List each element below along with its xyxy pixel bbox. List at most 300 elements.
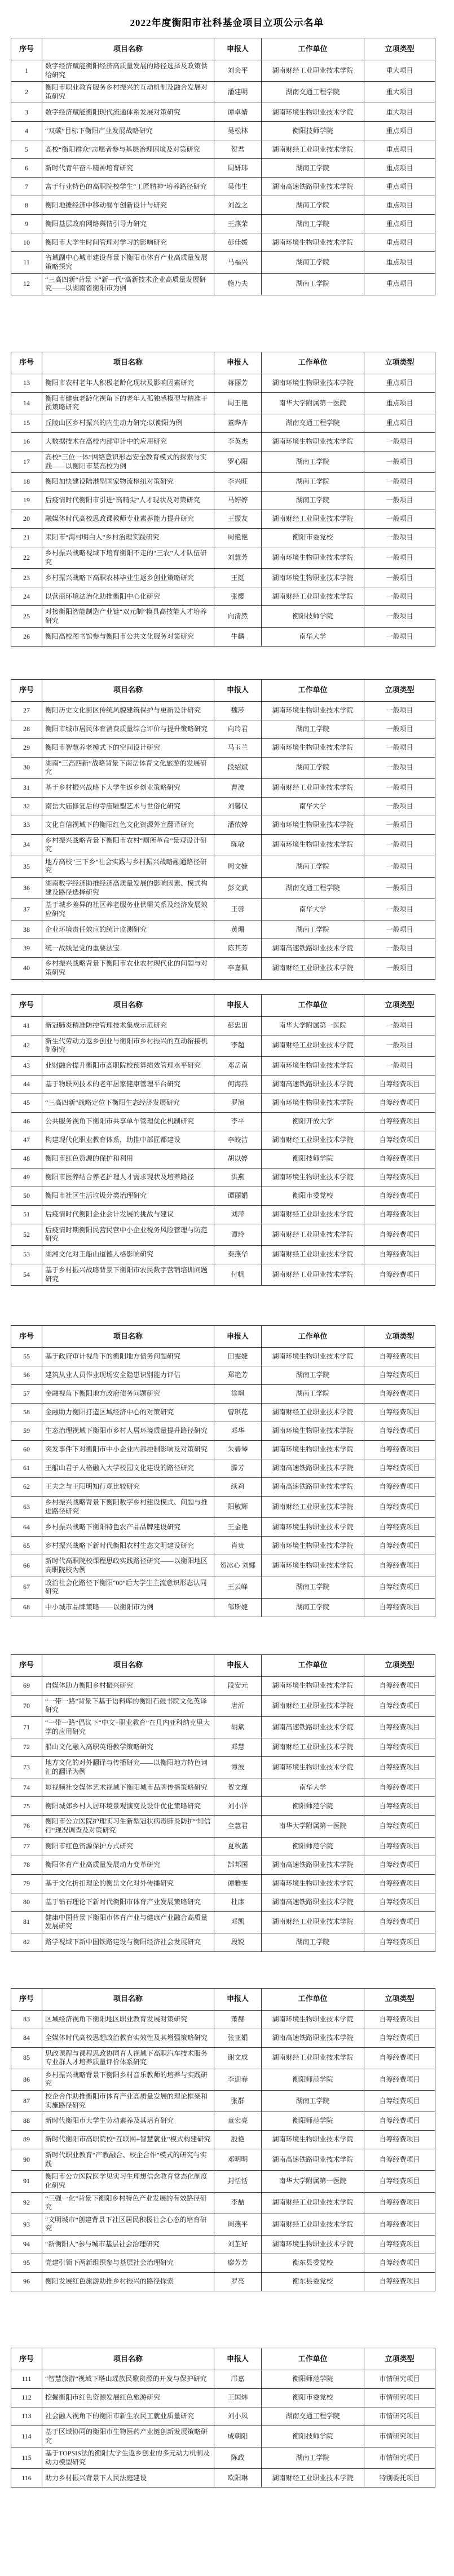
work-unit-cell: 湖南工学院 <box>262 252 364 273</box>
row-number-cell: 17 <box>11 451 42 472</box>
table-row <box>11 1422 435 1441</box>
work-unit-cell: 湖南财经工业职业技术学院 <box>262 1404 364 1422</box>
table-row <box>11 1757 435 1778</box>
project-type-cell: 自筹经费项目 <box>364 1518 435 1537</box>
table-row <box>11 1168 435 1187</box>
applicant-cell: 邓明明 <box>214 2149 262 2171</box>
work-unit-cell: 湖南环境生物职业技术学院 <box>262 1441 364 1459</box>
project-name-cell: 数字经济赋能衡阳经济高质量发展的路径选择及政策供给研究 <box>42 60 214 82</box>
row-number-cell: 113 <box>11 2407 42 2426</box>
row-number-cell: 62 <box>11 1478 42 1497</box>
column-header: 申报人 <box>214 679 262 701</box>
table-row <box>11 1598 435 1617</box>
work-unit-cell: 湖南财经工业职业技术学院 <box>262 2469 364 2488</box>
project-type-cell: 自筹经费项目 <box>364 1264 435 1286</box>
column-header: 申报人 <box>214 994 262 1016</box>
project-type-cell: 自筹经费项目 <box>364 1131 435 1149</box>
column-header: 立项类型 <box>364 38 435 60</box>
applicant-cell: 欧阳琳 <box>214 2469 262 2488</box>
header-row <box>11 38 435 60</box>
applicant-cell: 陈其芳 <box>214 939 262 958</box>
column-header: 项目名称 <box>42 352 214 374</box>
column-header: 申报人 <box>214 2348 262 2370</box>
row-number-cell: 92 <box>11 2192 42 2214</box>
project-type-cell: 重点项目 <box>364 140 435 159</box>
project-name-cell: 党建引领下两新组织参与基层社会治理研究 <box>42 2254 214 2273</box>
work-unit-cell: 湖南财经工业职业技术学院 <box>262 510 364 529</box>
table-row <box>11 1056 435 1075</box>
table-row <box>11 432 435 451</box>
work-unit-cell: 衡阳市委党校 <box>262 529 364 547</box>
project-type-cell: 一般项目 <box>364 797 435 816</box>
table-row <box>11 1404 435 1422</box>
applicant-cell: 黄珊 <box>214 920 262 939</box>
work-unit-cell: 湖南工学院 <box>262 720 364 738</box>
project-name-cell: 乡村振兴战略背景下衡阳数字乡村建设模式、问题与推进路径研究 <box>42 1497 214 1518</box>
row-number-cell: 59 <box>11 1422 42 1441</box>
applicant-cell: 谭丽娟 <box>214 1187 262 1205</box>
applicant-cell: 潘建明 <box>214 82 262 103</box>
table-row <box>11 1778 435 1797</box>
project-name-cell: 衡阳高校图书馆参与衡阳市公共文化服务对策研究 <box>42 627 214 646</box>
row-number-cell: 53 <box>11 1246 42 1264</box>
row-number-cell: 52 <box>11 1224 42 1245</box>
table-row <box>11 510 435 529</box>
project-type-cell: 市情研究项目 <box>364 2447 435 2469</box>
work-unit-cell: 湖南财经工业职业技术学院 <box>262 1224 364 1245</box>
row-number-cell: 15 <box>11 414 42 432</box>
row-number-cell: 61 <box>11 1459 42 1478</box>
project-name-cell: 助力乡村振兴背景下人民法庭建设 <box>42 2469 214 2488</box>
project-type-cell: 自筹经费项目 <box>364 2131 435 2149</box>
project-type-cell: 自筹经费项目 <box>364 1577 435 1598</box>
row-number-cell: 28 <box>11 720 42 738</box>
row-number-cell: 19 <box>11 492 42 510</box>
row-number-cell: 23 <box>11 569 42 587</box>
applicant-cell: 王振友 <box>214 510 262 529</box>
row-number-cell: 70 <box>11 1695 42 1716</box>
project-type-cell: 一般项目 <box>364 856 435 877</box>
applicant-cell: 陈政 <box>214 2447 262 2469</box>
work-unit-cell: 湖南财经工业职业技术学院 <box>262 140 364 159</box>
applicant-cell: 吴松林 <box>214 122 262 140</box>
row-number-cell: 68 <box>11 1598 42 1617</box>
work-unit-cell: 湖南工学院 <box>262 196 364 215</box>
project-type-cell: 自筹经费项目 <box>364 1537 435 1555</box>
project-type-cell: 自筹经费项目 <box>364 1246 435 1264</box>
work-unit-cell: 湖南环境生物职业技术学院 <box>262 547 364 569</box>
table-row <box>11 606 435 627</box>
applicant-cell: 全慧君 <box>214 1816 262 1837</box>
table-row <box>11 1856 435 1874</box>
table-row <box>11 587 435 606</box>
project-type-cell: 一般项目 <box>364 1056 435 1075</box>
work-unit-cell: 湖南交通工程学院 <box>262 414 364 432</box>
work-unit-cell: 湖南工学院 <box>262 2447 364 2469</box>
applicant-cell: 潘依婷 <box>214 816 262 834</box>
row-number-cell: 48 <box>11 1149 42 1168</box>
applicant-cell: 段安元 <box>214 1676 262 1695</box>
row-number-cell: 81 <box>11 1911 42 1933</box>
work-unit-cell: 湖南财经工业职业技术学院 <box>262 1738 364 1757</box>
table-row <box>11 1264 435 1286</box>
project-type-cell: 一般项目 <box>364 720 435 738</box>
table-row <box>11 1933 435 1951</box>
project-type-cell: 重点项目 <box>364 392 435 414</box>
applicant-cell: 贺冰心 刘娜 <box>214 1555 262 1577</box>
work-unit-cell: 湖南交通工程学院 <box>262 82 364 103</box>
row-number-cell: 39 <box>11 939 42 958</box>
project-type-cell: 一般项目 <box>364 1016 435 1035</box>
work-unit-cell: 衡阳师范学院 <box>262 2112 364 2131</box>
row-number-cell: 87 <box>11 2091 42 2112</box>
table-row <box>11 2447 435 2469</box>
project-name-cell: 乡村振兴战略背景下衡阳市农业农村现代化的问题与对策研究 <box>42 958 214 979</box>
row-number-cell: 24 <box>11 587 42 606</box>
project-type-cell: 自筹经费项目 <box>364 1205 435 1224</box>
header-row <box>11 994 435 1016</box>
project-type-cell: 自筹经费项目 <box>364 2029 435 2047</box>
project-name-cell: 基于文化折扣理论的衡岳文化对外传播研究 <box>42 1874 214 1893</box>
column-header: 立项类型 <box>364 1654 435 1676</box>
header-row <box>11 1988 435 2010</box>
project-name-cell: 衡阳城郊乡村人居环境景观演变及设计优化策略研究 <box>42 1797 214 1816</box>
work-unit-cell: 湖南财经工业职业技术学院 <box>262 1035 364 1056</box>
row-number-cell: 86 <box>11 2069 42 2090</box>
table-row <box>11 492 435 510</box>
column-header: 工作单位 <box>262 1654 364 1676</box>
project-name-cell: 基于城乡差异的社区养老服务业供需关系及经济发展效应研究 <box>42 899 214 920</box>
row-number-cell: 7 <box>11 178 42 196</box>
project-name-cell: 全媒体时代高校思想政治教育实效性及其增强策略研究 <box>42 2029 214 2047</box>
column-header: 项目名称 <box>42 1988 214 2010</box>
row-number-cell: 36 <box>11 878 42 899</box>
project-name-cell: 融媒体时代高校思政课教师专业素养能力提升研究 <box>42 510 214 529</box>
project-type-cell: 一般项目 <box>364 547 435 569</box>
row-number-cell: 31 <box>11 778 42 797</box>
project-type-cell: 一般项目 <box>364 587 435 606</box>
work-unit-cell: 湖南工学院 <box>262 1933 364 1951</box>
project-name-cell: 路学视域下新中国铁路建设与衡阳经济社会发展研究 <box>42 1933 214 1951</box>
project-type-cell: 一般项目 <box>364 701 435 720</box>
project-type-cell: 一般项目 <box>364 451 435 472</box>
project-type-cell: 一般项目 <box>364 569 435 587</box>
applicant-cell: 李迎春 <box>214 2069 262 2090</box>
applicant-cell: 田雯婕 <box>214 1348 262 1366</box>
table-row <box>11 2029 435 2047</box>
applicant-cell: 马玉兰 <box>214 738 262 757</box>
project-name-cell: 新时代青年奋斗精神培育研究 <box>42 159 214 178</box>
row-number-cell: 12 <box>11 273 42 295</box>
applicant-cell: 向玲君 <box>214 720 262 738</box>
project-name-cell: 耒阳市“湾村明白人”乡村治理实践研究 <box>42 529 214 547</box>
project-name-cell: 衡阳市医养结合养老护理人才需求现状及培养路径 <box>42 1168 214 1187</box>
row-number-cell: 38 <box>11 920 42 939</box>
work-unit-cell: 湖南环境生物职业技术学院 <box>262 1348 364 1366</box>
work-unit-cell: 湖南工学院 <box>262 1385 364 1404</box>
table-row <box>11 1348 435 1366</box>
table-row <box>11 2149 435 2171</box>
table-row <box>11 1366 435 1385</box>
work-unit-cell: 湖南环境生物职业技术学院 <box>262 1874 364 1893</box>
project-name-cell: 湖南“三高四新”战略背景下南岳体育文化旅游的发展研究 <box>42 757 214 778</box>
work-unit-cell: 湖南财经工业职业技术学院 <box>262 1131 364 1149</box>
table-row <box>11 414 435 432</box>
project-type-cell: 自筹经费项目 <box>364 2214 435 2235</box>
project-type-cell: 自筹经费项目 <box>364 1676 435 1695</box>
applicant-cell: 段锐 <box>214 1933 262 1951</box>
column-header: 立项类型 <box>364 1988 435 2010</box>
project-name-cell: “新衡阳人”参与城市基层社会治理研究 <box>42 2236 214 2254</box>
project-name-cell: 衡阳市红色资源的保护和利用 <box>42 1149 214 1168</box>
applicant-cell: 滕芳 <box>214 1459 262 1478</box>
table-row <box>11 1797 435 1816</box>
projects-table <box>11 994 435 1286</box>
work-unit-cell: 衡阳师范学院 <box>262 2370 364 2389</box>
table-row <box>11 2426 435 2447</box>
project-type-cell: 一般项目 <box>364 958 435 979</box>
applicant-cell: 谭波 <box>214 1757 262 1778</box>
table-row <box>11 1441 435 1459</box>
project-type-cell: 重点项目 <box>364 215 435 233</box>
table-row <box>11 738 435 757</box>
row-number-cell: 71 <box>11 1716 42 1738</box>
row-number-cell: 64 <box>11 1518 42 1537</box>
project-name-cell: 企业环境责任效应的统计监测研究 <box>42 920 214 939</box>
applicant-cell: 贺君 <box>214 140 262 159</box>
work-unit-cell: 湖南高速铁路职业技术学院 <box>262 939 364 958</box>
table-row <box>11 1075 435 1094</box>
row-number-cell: 69 <box>11 1676 42 1695</box>
project-name-cell: 乡村振兴战略下高职农林毕业生返乡创业策略研究 <box>42 569 214 587</box>
work-unit-cell: 湖南环境生物职业技术学院 <box>262 1676 364 1695</box>
projects-table <box>11 1654 435 1952</box>
work-unit-cell: 湖南高速铁路职业技术学院 <box>262 1856 364 1874</box>
project-name-cell: 衡阳市农村老年人积极老龄化现状及影响因素研究 <box>42 374 214 392</box>
column-header: 申报人 <box>214 352 262 374</box>
column-header: 项目名称 <box>42 1654 214 1676</box>
project-name-cell: 后疫情时代衡阳企业会计发展的挑战与建议 <box>42 1205 214 1224</box>
applicant-cell: 董晔卉 <box>214 414 262 432</box>
row-number-cell: 56 <box>11 1366 42 1385</box>
row-number-cell: 8 <box>11 196 42 215</box>
project-name-cell: 数字经济赋能衡阳现代流通体系发展对策研究 <box>42 103 214 122</box>
project-type-cell: 自筹经费项目 <box>364 1366 435 1385</box>
project-name-cell: 挖掘衡阳市红色资源发展红色旅游研究 <box>42 2389 214 2407</box>
table-row <box>11 2091 435 2112</box>
row-number-cell: 41 <box>11 1016 42 1035</box>
table-row <box>11 1246 435 1264</box>
table-row <box>11 1016 435 1035</box>
project-name-cell: 中小城市品牌策略——以衡阳市为例 <box>42 1598 214 1617</box>
table-row <box>11 451 435 472</box>
work-unit-cell: 南华大学 <box>262 1778 364 1797</box>
work-unit-cell: 湖南财经工业职业技术学院 <box>262 587 364 606</box>
work-unit-cell: 湖南财经工业职业技术学院 <box>262 2192 364 2214</box>
table-row <box>11 958 435 979</box>
table-row <box>11 569 435 587</box>
row-number-cell: 34 <box>11 834 42 856</box>
work-unit-cell: 湖南环境生物职业技术学院 <box>262 233 364 252</box>
table-row <box>11 1555 435 1577</box>
project-type-cell: 自筹经费项目 <box>364 1757 435 1778</box>
project-name-cell: 乡村振兴战略下衡阳特色农产品品牌建设研究 <box>42 1518 214 1537</box>
project-name-cell: 衡阳加快建设陆港型国家物流枢纽对策研究 <box>42 473 214 492</box>
work-unit-cell: 湖南环境生物职业技术学院 <box>262 1555 364 1577</box>
applicant-cell: 萧赫 <box>214 2010 262 2029</box>
column-header: 立项类型 <box>364 2348 435 2370</box>
applicant-cell: 张群 <box>214 2091 262 2112</box>
table-row <box>11 1537 435 1555</box>
work-unit-cell: 湖南工学院 <box>262 215 364 233</box>
work-unit-cell: 湖南工学院 <box>262 159 364 178</box>
row-number-cell: 45 <box>11 1094 42 1112</box>
applicant-cell: 谭卓婧 <box>214 103 262 122</box>
applicant-cell: 段绍斌 <box>214 757 262 778</box>
row-number-cell: 77 <box>11 1837 42 1856</box>
work-unit-cell: 湖南环境生物职业技术学院 <box>262 1056 364 1075</box>
applicant-cell: 唐沂 <box>214 1695 262 1716</box>
table-row <box>11 701 435 720</box>
applicant-cell: 王燕荣 <box>214 215 262 233</box>
work-unit-cell: 湖南高速铁路职业技术学院 <box>262 1893 364 1911</box>
table-row <box>11 374 435 392</box>
applicant-cell: 谢文成 <box>214 2047 262 2069</box>
column-header: 工作单位 <box>262 2348 364 2370</box>
project-type-cell: 重大项目 <box>364 82 435 103</box>
applicant-cell: 李皎洁 <box>214 1131 262 1149</box>
work-unit-cell: 湖南环境生物职业技术学院 <box>262 1757 364 1778</box>
row-number-cell: 112 <box>11 2389 42 2407</box>
applicant-cell: 肖贵 <box>214 1537 262 1555</box>
project-name-cell: “双碳”目标下衡阳产业发展战略研究 <box>42 122 214 140</box>
column-header: 项目名称 <box>42 2348 214 2370</box>
row-number-cell: 94 <box>11 2236 42 2254</box>
row-number-cell: 26 <box>11 627 42 646</box>
table-row <box>11 2047 435 2069</box>
project-name-cell: 金融视角下衡阳地方政府债务问题研究 <box>42 1385 214 1404</box>
project-type-cell: 自筹经费项目 <box>364 1168 435 1187</box>
work-unit-cell: 湖南高速铁路职业技术学院 <box>262 178 364 196</box>
work-unit-cell: 湖南环境生物职业技术学院 <box>262 103 364 122</box>
project-name-cell: 政治社会化路径下衡阳“00”后大学生主流意识形态认同研究 <box>42 1577 214 1598</box>
table-row <box>11 1837 435 1856</box>
project-name-cell: 衡阳市公立医院护理实习生新型冠状病毒肺炎防护“知信行”现况调查及对策研究 <box>42 1816 214 1837</box>
work-unit-cell: 湖南环境生物职业技术学院 <box>262 1518 364 1537</box>
work-unit-cell: 衡阳技师学院 <box>262 2426 364 2447</box>
project-type-cell: 自筹经费项目 <box>364 2069 435 2090</box>
project-type-cell: 一般项目 <box>364 778 435 797</box>
project-name-cell: 新时代衡阳市高职院校“互联网+智慧就业”模式构建研究 <box>42 2131 214 2149</box>
table-row <box>11 2192 435 2214</box>
column-header: 项目名称 <box>42 38 214 60</box>
table-row <box>11 1816 435 1837</box>
applicant-cell: 刘会平 <box>214 60 262 82</box>
row-number-cell: 72 <box>11 1738 42 1757</box>
row-number-cell: 30 <box>11 757 42 778</box>
table-row <box>11 60 435 82</box>
row-number-cell: 5 <box>11 140 42 159</box>
column-header: 序号 <box>11 2348 42 2370</box>
row-number-cell: 43 <box>11 1056 42 1075</box>
work-unit-cell: 衡阳师范学院 <box>262 1837 364 1856</box>
row-number-cell: 29 <box>11 738 42 757</box>
applicant-cell: 张樱 <box>214 587 262 606</box>
row-number-cell: 6 <box>11 159 42 178</box>
project-type-cell: 一般项目 <box>364 738 435 757</box>
table-row <box>11 233 435 252</box>
table-row <box>11 878 435 899</box>
work-unit-cell: 衡阳师范学院 <box>262 1797 364 1816</box>
project-name-cell: 船山文化融入高职英语教学策略研究 <box>42 1738 214 1757</box>
table-row <box>11 1478 435 1497</box>
project-name-cell: “智慧旅游”视域下塔山瑶族民歌资源的开发与保护研究 <box>42 2370 214 2389</box>
applicant-cell: 李嘉佩 <box>214 958 262 979</box>
project-type-cell: 特别委托项目 <box>364 2469 435 2488</box>
project-name-cell: 衡阳市健康老龄化视角下的老年人孤独感模型与精准干预策略研究 <box>42 392 214 414</box>
row-number-cell: 95 <box>11 2254 42 2273</box>
project-type-cell: 自筹经费项目 <box>364 1224 435 1245</box>
work-unit-cell: 湖南高速铁路职业技术学院 <box>262 1459 364 1478</box>
work-unit-cell: 湖南交通工程学院 <box>262 2407 364 2426</box>
work-unit-cell: 湖南财经工业职业技术学院 <box>262 60 364 82</box>
applicant-cell: 王国炜 <box>214 2389 262 2407</box>
table-row <box>11 473 435 492</box>
table-row <box>11 1893 435 1911</box>
applicant-cell: 贺文瑾 <box>214 1778 262 1797</box>
work-unit-cell: 南华大学 <box>262 797 364 816</box>
row-number-cell: 75 <box>11 1797 42 1816</box>
project-name-cell: 思政课程与课程思政协同育人视域下高职汽车技术服务专业群人才培养质量评价体系研究 <box>42 2047 214 2069</box>
column-header: 工作单位 <box>262 1988 364 2010</box>
applicant-cell: 邹斯婕 <box>214 1598 262 1617</box>
row-number-cell: 82 <box>11 1933 42 1951</box>
applicant-cell: 陈敏 <box>214 834 262 856</box>
work-unit-cell: 南华大学附属第一医院 <box>262 392 364 414</box>
row-number-cell: 25 <box>11 606 42 627</box>
work-unit-cell: 湖南环境生物职业技术学院 <box>262 2010 364 2029</box>
applicant-cell: 廖芳芳 <box>214 2254 262 2273</box>
row-number-cell: 13 <box>11 374 42 392</box>
applicant-cell: 刘馨仪 <box>214 797 262 816</box>
table-row <box>11 1911 435 1933</box>
project-type-cell: 一般项目 <box>364 834 435 856</box>
project-name-cell: 乡村振兴战略下新时代衡阳农村生态文明建设研究 <box>42 1537 214 1555</box>
row-number-cell: 10 <box>11 233 42 252</box>
applicant-cell: 邓慧 <box>214 1738 262 1757</box>
table-row <box>11 797 435 816</box>
applicant-cell: 李兴旺 <box>214 473 262 492</box>
column-header: 序号 <box>11 38 42 60</box>
project-name-cell: 基于TOPSIS法的衡阳大学生返乡创业的多元动力机制及动力模型研究 <box>42 2447 214 2469</box>
column-header: 序号 <box>11 1326 42 1348</box>
row-number-cell: 116 <box>11 2469 42 2488</box>
row-number-cell: 115 <box>11 2447 42 2469</box>
project-type-cell: 市情研究项目 <box>364 2407 435 2426</box>
column-header: 序号 <box>11 1988 42 2010</box>
row-number-cell: 93 <box>11 2214 42 2235</box>
project-name-cell: 衡阳市智慧养老模式下的空间设计研究 <box>42 738 214 757</box>
work-unit-cell: 湖南工学院 <box>262 1577 364 1598</box>
project-name-cell: 对接衡阳智能制造产业链“双元制”模具高技能人才培养研究 <box>42 606 214 627</box>
work-unit-cell: 南华大学 <box>262 627 364 646</box>
row-number-cell: 49 <box>11 1168 42 1187</box>
project-type-cell: 一般项目 <box>364 492 435 510</box>
applicant-cell: 邓岳南 <box>214 1056 262 1075</box>
work-unit-cell: 湖南财经工业职业技术学院 <box>262 1911 364 1933</box>
work-unit-cell: 湖南工学院 <box>262 1366 364 1385</box>
work-unit-cell: 衡阳市委党校 <box>262 1187 364 1205</box>
